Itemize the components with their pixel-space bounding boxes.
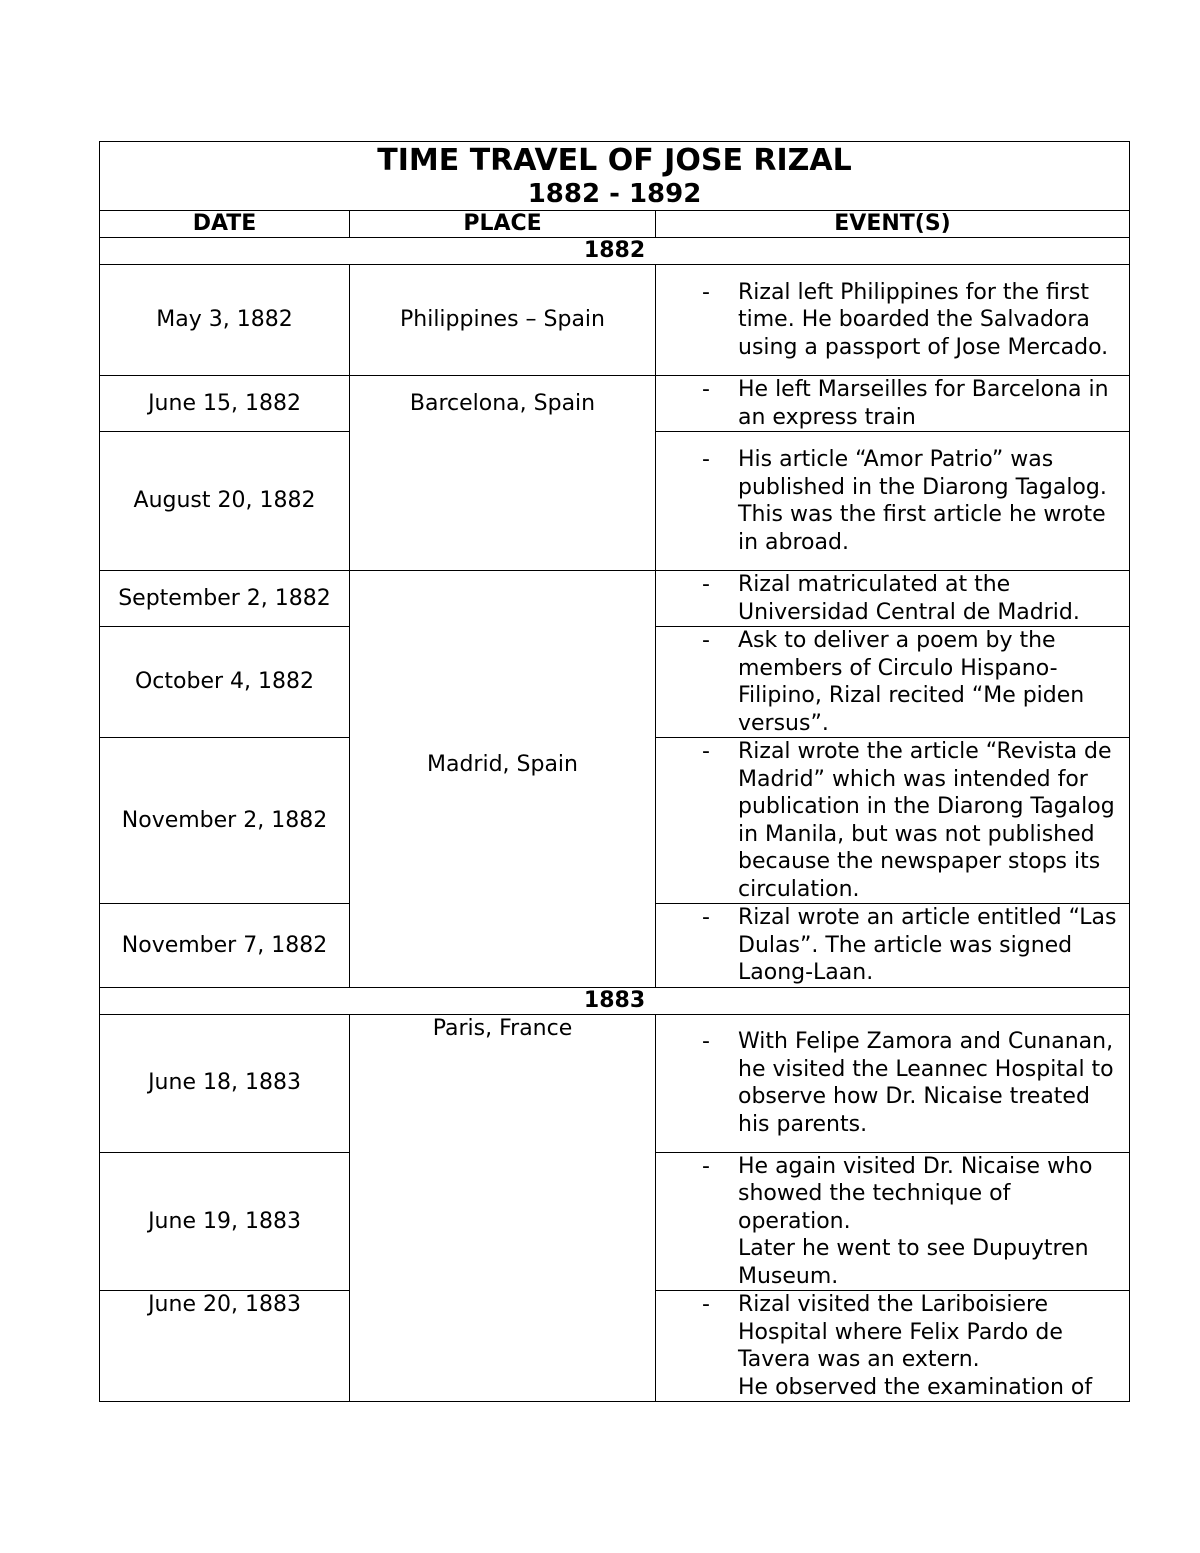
date-cell: June 15, 1882 <box>100 376 350 432</box>
bullet-dash: - <box>702 1029 710 1054</box>
year-label-1882: 1882 <box>100 238 1130 265</box>
place-cell: Philippines – Spain <box>350 265 656 376</box>
event-text: Rizal wrote the article “Revista de Madrid” which was intended for publication in the Diarong Tagalog in Manila, but was not published because the newspaper stops its circulation. <box>738 739 1115 902</box>
event-text: He again visited Dr. Nicaise who showed the technique of operation. <box>738 1153 1093 1234</box>
title-row <box>100 142 1130 211</box>
date-cell: November 2, 1882 <box>100 738 350 904</box>
year-row-1882 <box>100 238 1130 265</box>
table-row <box>100 376 1130 432</box>
table-row <box>100 571 1130 627</box>
table-row <box>100 265 1130 376</box>
date-cell: May 3, 1882 <box>100 265 350 376</box>
event-cell <box>656 1291 1130 1402</box>
event-text: Ask to deliver a poem by the members of Circulo Hispano-Filipino, Rizal recited “Me piden versus”. <box>738 628 1085 736</box>
year-label-1883: 1883 <box>100 987 1130 1014</box>
event-cell <box>656 904 1130 988</box>
bullet-dash: - <box>702 1153 710 1179</box>
year-row-1883 <box>100 987 1130 1014</box>
event-text: This was the first article he wrote in abroad. <box>738 502 1106 555</box>
date-cell: September 2, 1882 <box>100 571 350 627</box>
date-cell: November 7, 1882 <box>100 904 350 988</box>
event-text: Later he went to see Dupuytren Museum. <box>738 1236 1089 1289</box>
bullet-dash: - <box>702 905 710 930</box>
bullet-dash: - <box>702 447 710 472</box>
timeline-table <box>99 141 1130 1402</box>
column-header-date: DATE <box>100 211 350 238</box>
title-cell <box>100 142 1130 211</box>
event-cell <box>656 571 1130 627</box>
bullet-dash: - <box>702 1292 710 1317</box>
place-cell-paris: Paris, France <box>350 1014 656 1402</box>
event-text: Rizal wrote an article entitled “Las Dulas”. The article was signed Laong-Laan. <box>738 905 1117 985</box>
header-row <box>100 211 1130 238</box>
date-cell: June 18, 1883 <box>100 1014 350 1152</box>
event-cell <box>656 1014 1130 1152</box>
event-cell <box>656 738 1130 904</box>
date-cell: June 19, 1883 <box>100 1152 350 1291</box>
event-text: He left Marseilles for Barcelona in an express train <box>738 377 1109 430</box>
event-cell <box>656 1152 1130 1291</box>
date-cell: October 4, 1882 <box>100 627 350 738</box>
event-text: Rizal visited the Lariboisiere Hospital where Felix Pardo de Tavera was an extern. <box>738 1292 1063 1372</box>
event-text: With Felipe Zamora and Cunanan, he visited the Leannec Hospital to observe how Dr. Nicaise treated his parents. <box>738 1029 1114 1137</box>
table-row <box>100 1014 1130 1152</box>
bullet-dash: - <box>702 279 710 305</box>
event-text: He observed the examination of <box>738 1374 1093 1400</box>
bullet-dash: - <box>702 572 710 597</box>
event-text: Rizal matriculated at the Universidad Central de Madrid. <box>738 572 1080 625</box>
event-cell <box>656 376 1130 432</box>
document-title: TIME TRAVEL OF JOSE RIZAL <box>377 143 852 178</box>
event-text: His article “Amor Patrio” was published in the Diarong Tagalog. <box>738 447 1107 500</box>
date-cell: August 20, 1882 <box>100 432 350 571</box>
event-cell <box>656 265 1130 376</box>
document-page <box>99 141 1129 1402</box>
place-cell-barcelona: Barcelona, Spain <box>350 376 656 571</box>
place-cell-madrid: Madrid, Spain <box>350 571 656 988</box>
event-cell <box>656 432 1130 571</box>
bullet-dash: - <box>702 628 710 653</box>
document-subtitle: 1882 - 1892 <box>527 179 702 209</box>
bullet-dash: - <box>702 739 710 764</box>
event-text: Rizal left Philippines for the first time. He boarded the Salvadora using a passport of Jose Mercado. <box>738 279 1109 360</box>
date-cell: June 20, 1883 <box>100 1291 350 1402</box>
column-header-place: PLACE <box>350 211 656 238</box>
column-header-events: EVENT(S) <box>656 211 1130 238</box>
event-cell <box>656 627 1130 738</box>
bullet-dash: - <box>702 377 710 402</box>
